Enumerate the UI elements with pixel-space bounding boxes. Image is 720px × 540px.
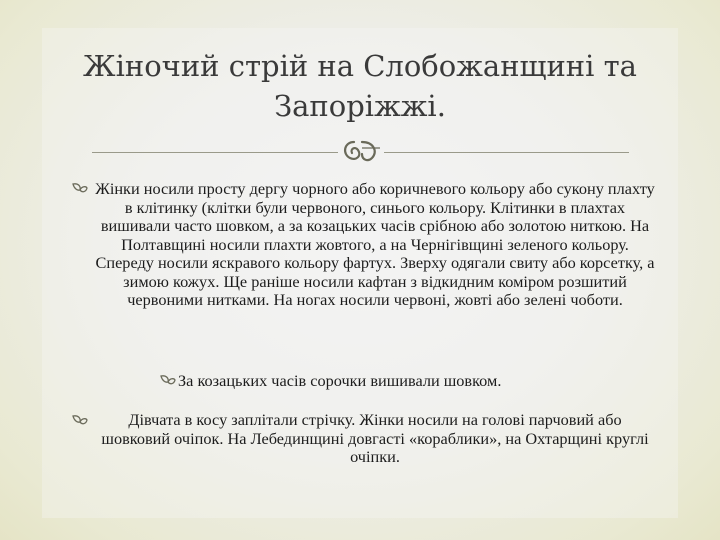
- bullet-text-3: Дівчата в косу заплітали стрічку. Жінки носили на голові парчовий або шовковий очіпок. На Лебединщині довгасті «кораблики», на Охтарщині круглі очіпки.: [101, 410, 649, 466]
- bullet-text-2: За козацьких часів сорочки вишивали шовком.: [178, 371, 502, 390]
- slide-title: Жіночий стрій на Слобожанщині та Запоріжжі.: [83, 49, 637, 123]
- leaf-bullet-icon: [160, 374, 176, 388]
- title-divider-right: [384, 152, 629, 153]
- bullet-text-1: Жінки носили просту дергу чорного або коричневого кольору або сукону плахту в клітинку (клітки були червоного, синього кольору. Клітинки в плахтах вишивали часто шовком, а за козацьких часів срібною або золотою ниткою. На Полтавщині носили плахти жовтого, а на Чернігівщині зеленого кольору. Спереду носили яскравого кольору фартух. Зверху одягали свиту або корсетку, а зимою кожух. Ще раніше носили кафтан з відкидним коміром розшитий червоними нитками. На ногах носили червоні, жовті або зелені чоботи.: [95, 179, 655, 309]
- leaf-bullet-icon: [72, 414, 88, 428]
- title-divider-left: [92, 152, 338, 153]
- leaf-bullet-icon: [72, 182, 88, 196]
- ornament-swirl-icon: [340, 138, 382, 164]
